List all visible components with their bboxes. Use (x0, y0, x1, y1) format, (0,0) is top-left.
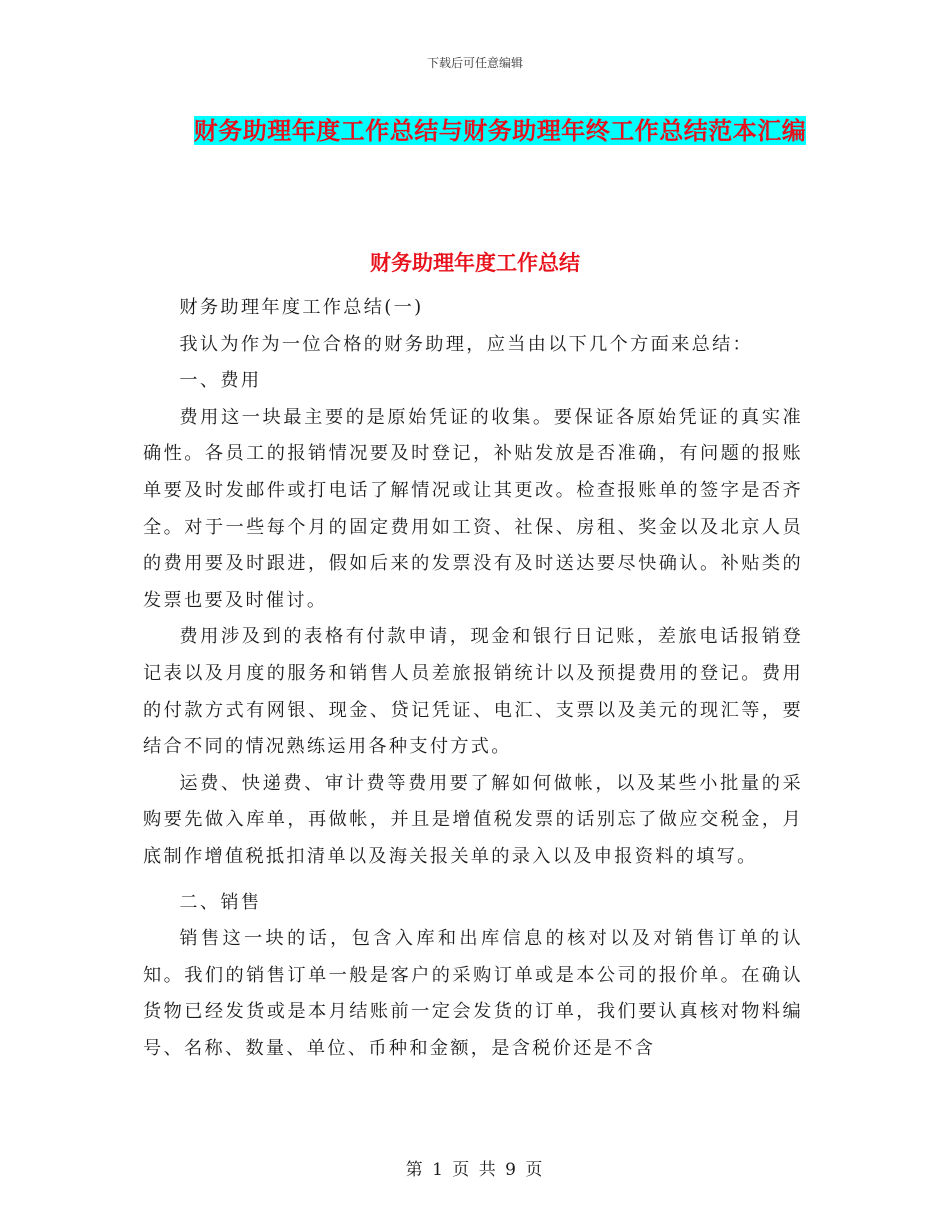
paragraph-subtitle: 财务助理年度工作总结(一) (179, 297, 424, 318)
section-title: 财务助理年度工作总结 (370, 250, 580, 275)
document-body (143, 290, 803, 1067)
paragraph-intro: 我认为作为一位合格的财务助理，应当由以下几个方面来总结： (179, 333, 754, 355)
heading-expenses: 一、费用 (179, 370, 262, 392)
document-title-text: 财务助理年度工作总结与财务助理年终工作总结范本汇编 (193, 116, 807, 145)
paragraph-expenses-1: 费用这一块最主要的是原始凭证的收集。要保证各原始凭证的真实准确性。各员工的报销情况要及时登记，补贴发放是否准确，有问题的报账单要及时发邮件或打电话了解情况或让其更改。检查报账单的签字是否齐全。对于一些每个月的固定费用如工资、社保、房租、奖金以及北京人员的费用要及时跟进，假如后来的发票没有及时送达要尽快确认。补贴类的发票也要及时催讨。 (143, 406, 803, 611)
heading-sales: 二、销售 (179, 891, 262, 913)
page-footer: 第 1 页 共 9 页 (405, 1160, 545, 1180)
paragraph-expenses-3: 运费、快递费、审计费等费用要了解如何做帐，以及某些小批量的采购要先做入库单，再做帐，并且是增值税发票的话别忘了做应交税金，月底制作增值税抵扣清单以及海关报关单的录入以及申报资料的填写。 (143, 772, 803, 867)
paragraph-expenses-2: 费用涉及到的表格有付款申请，现金和银行日记账，差旅电话报销登记表以及月度的服务和销售人员差旅报销统计以及预提费用的登记。费用的付款方式有网银、现金、贷记凭证、电汇、支票以及美元的现汇等，要结合不同的情况熟练运用各种支付方式。 (143, 626, 803, 758)
document-title (190, 110, 810, 151)
page-header-note: 下载后可任意编辑 (426, 56, 523, 70)
paragraph-sales-1: 销售这一块的话，包含入库和出库信息的核对以及对销售订单的认知。我们的销售订单一般是客户的采购订单或是本公司的报价单。在确认货物已经发货或是本月结账前一定会发货的订单，我们要认真核对物料编号、名称、数量、单位、币种和金额，是含税价还是不含 (143, 928, 803, 1059)
